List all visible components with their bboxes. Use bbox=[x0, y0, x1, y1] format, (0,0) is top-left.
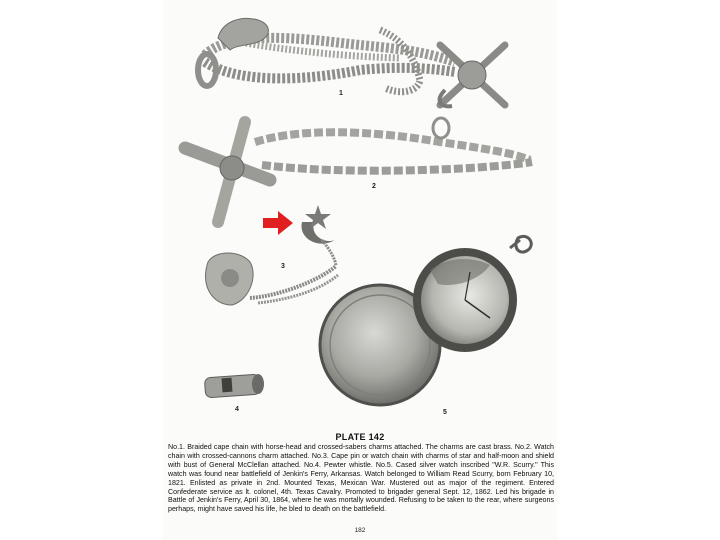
braided-cape-chain-image bbox=[198, 18, 505, 106]
silver-watch-image bbox=[320, 236, 531, 405]
page-number: 182 bbox=[354, 527, 366, 534]
figure-label-5: 5 bbox=[443, 409, 447, 416]
figure-label-4: 4 bbox=[235, 406, 239, 413]
figure-label-2: 2 bbox=[372, 183, 376, 190]
red-arrow-icon bbox=[263, 211, 293, 235]
plate-caption: No.1. Braided cape chain with horse-head and crossed-sabers charms attached. The charms are cast brass. No.2. Watch chain with crossed-cannons charm attached. No.3. Cape pin or watch chain with charms of star and half-moon and shield with bust of General McClellan attached. No.4. Pewter whistle. No.5. Cased silver watch inscribed "W.R. Scurry." This watch was found near battlefield of Jenkin's Ferry, Arkansas. Watch belonged to William Read Scurry, born February 10, 1821. Enlisted as private in 2nd. Mounted Texas, Mexican War. Mustered out as major of the regiment. Entered Confederate service as lt. colonel, 4th. Texas Cavalry. Promoted to brigader general Sept. 12, 1862. Led his brigade in Battle of Jenkin's Ferry, April 30, 1864, where he was mortally wounded. Refusing to be taken to the rear, where surgeons perhaps, might have saved his life, he bled to death on the battlefield. bbox=[168, 443, 554, 514]
watch-chain-crossed-cannons-image bbox=[185, 118, 532, 222]
figure-label-3: 3 bbox=[281, 263, 285, 270]
figure-label-1: 1 bbox=[339, 90, 343, 97]
pewter-whistle-image bbox=[204, 374, 264, 398]
plate-title: PLATE 142 bbox=[335, 432, 385, 442]
